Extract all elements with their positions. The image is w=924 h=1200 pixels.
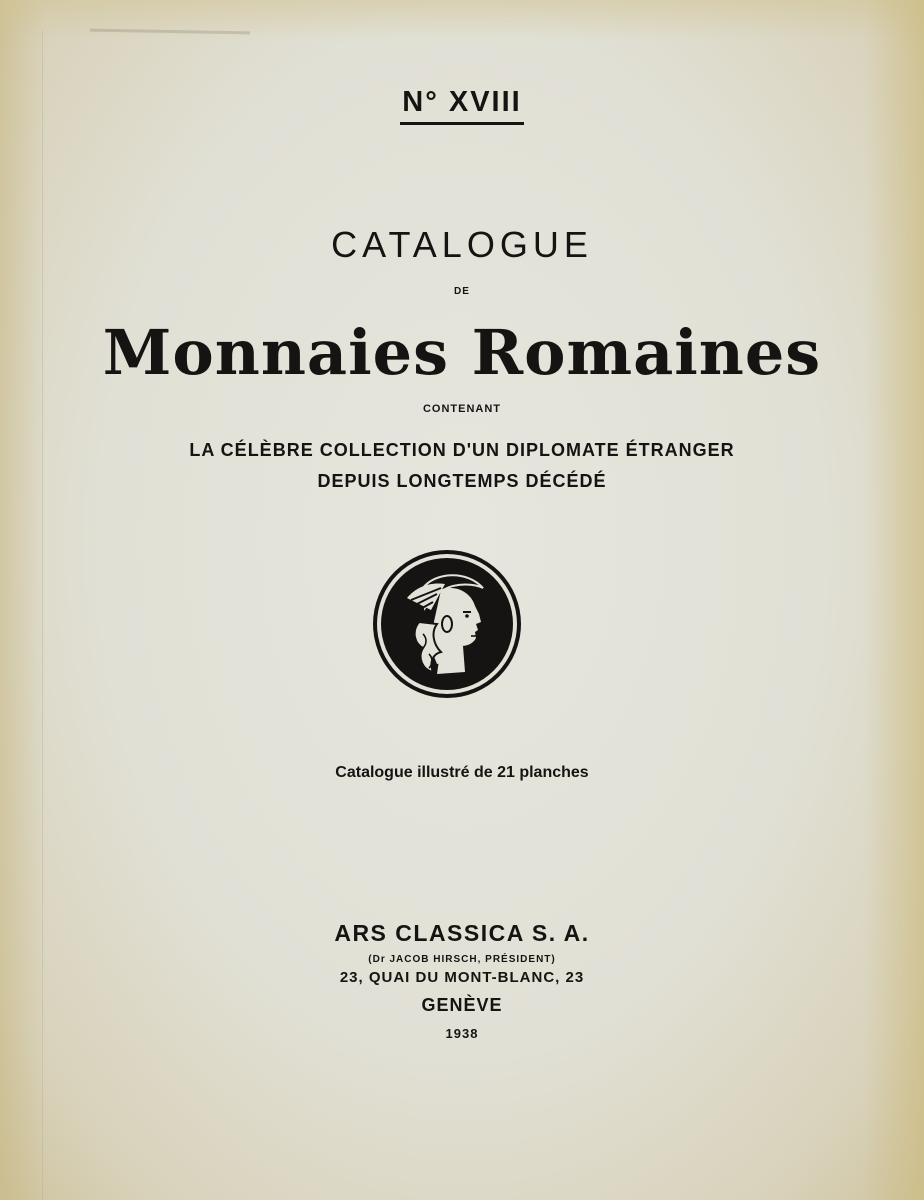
- publisher-city: GENÈVE: [421, 995, 503, 1015]
- catalogue-heading: CATALOGUE: [331, 224, 593, 265]
- aged-right-edge: [864, 0, 924, 1200]
- aged-left-edge: [0, 0, 46, 1200]
- main-title: Monnaies Romaines: [102, 316, 822, 389]
- publication-year: 1938: [445, 1026, 479, 1041]
- aged-top-edge: [0, 0, 924, 40]
- catalogue-number-text: N° XVIII: [400, 86, 523, 125]
- publisher-name: ARS CLASSICA S. A.: [334, 920, 590, 946]
- preposition-de: DE: [454, 286, 470, 297]
- publisher-director: (Dr JACOB HIRSCH, PRÉSIDENT): [368, 954, 556, 965]
- catalogue-number: [0, 86, 924, 125]
- winged-helmet-head-medallion-icon: [371, 548, 523, 700]
- collection-description-line-1: LA CÉLÈBRE COLLECTION D'UN DIPLOMATE ÉTRANGER: [189, 440, 735, 460]
- collection-description-line-2: DEPUIS LONGTEMPS DÉCÉDÉ: [317, 471, 607, 491]
- plates-note: Catalogue illustré de 21 planches: [335, 764, 589, 781]
- spine-fold-line: [42, 30, 43, 1200]
- contenant-label: CONTENANT: [422, 403, 502, 415]
- publisher-address: 23, QUAI DU MONT-BLANC, 23: [339, 969, 585, 986]
